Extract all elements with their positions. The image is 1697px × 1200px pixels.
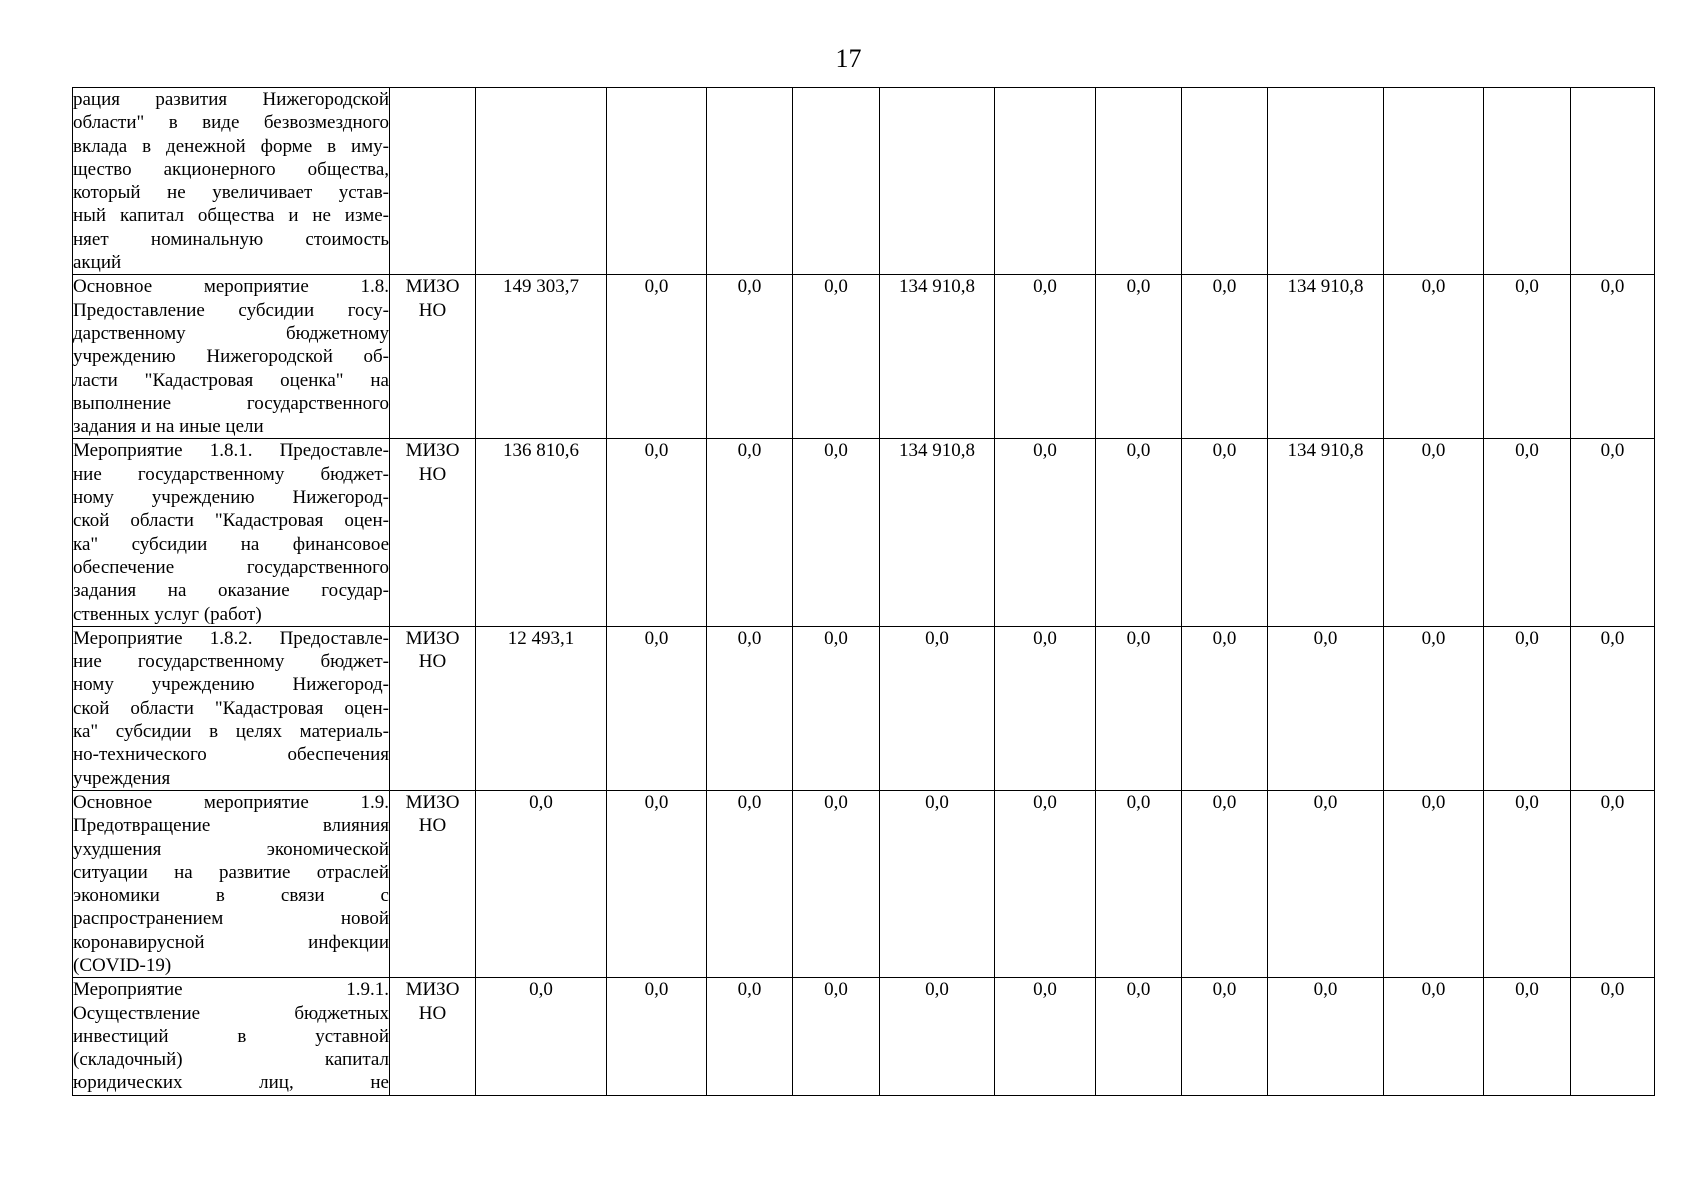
description-line: (складочный) капитал <box>73 1049 389 1071</box>
value-cell <box>995 88 1096 275</box>
value-cell: 0,0 <box>880 790 995 977</box>
description-line: Основное мероприятие 1.9. <box>73 791 389 813</box>
value-cell: 0,0 <box>1268 626 1384 790</box>
value-cell: 0,0 <box>476 978 607 1095</box>
activity-description-cell <box>73 978 390 1095</box>
description-line: задания и на иные цели <box>73 416 264 438</box>
description-line: (COVID-19) <box>73 954 172 976</box>
value-cell: 0,0 <box>1182 439 1268 626</box>
description-line: няет номинальную стоимость <box>73 228 389 250</box>
table-row <box>73 439 1655 626</box>
description-line: инвестиций в уставной <box>73 1025 389 1047</box>
executor-cell: МИЗО НО <box>390 790 476 977</box>
value-cell: 0,0 <box>880 978 995 1095</box>
description-line: обеспечение государственного <box>73 556 389 578</box>
value-cell: 0,0 <box>1484 626 1571 790</box>
value-cell: 0,0 <box>995 275 1096 439</box>
value-cell: 0,0 <box>793 978 880 1095</box>
description-line: Предотвращение влияния <box>73 815 389 837</box>
value-cell: 0,0 <box>607 275 707 439</box>
value-cell: 0,0 <box>1484 439 1571 626</box>
description-line: дарственному бюджетному <box>73 322 389 344</box>
description-line: Мероприятие 1.8.2. Предоставле- <box>73 627 389 649</box>
value-cell: 0,0 <box>1571 275 1655 439</box>
description-line: который не увеличивает устав- <box>73 182 389 204</box>
table-row <box>73 790 1655 977</box>
description-line: Предоставление субсидии госу- <box>73 299 389 321</box>
value-cell <box>1384 88 1484 275</box>
description-line: ской области "Кадастровая оцен- <box>73 510 389 532</box>
value-cell: 0,0 <box>1182 275 1268 439</box>
value-cell: 0,0 <box>1384 790 1484 977</box>
description-line: экономики в связи с <box>73 885 389 907</box>
value-cell: 0,0 <box>1484 978 1571 1095</box>
value-cell: 134 910,8 <box>880 275 995 439</box>
value-cell: 0,0 <box>707 790 793 977</box>
description-line: выполнение государственного <box>73 392 389 414</box>
value-cell: 0,0 <box>707 439 793 626</box>
value-cell: 0,0 <box>1484 790 1571 977</box>
description-line: ние государственному бюджет- <box>73 651 389 673</box>
value-cell: 0,0 <box>995 626 1096 790</box>
description-line: ный капитал общества и не изме- <box>73 205 389 227</box>
value-cell: 0,0 <box>1182 978 1268 1095</box>
description-line: ному учреждению Нижегород- <box>73 674 389 696</box>
activity-description-cell <box>73 88 390 275</box>
value-cell: 0,0 <box>1096 626 1182 790</box>
value-cell <box>1484 88 1571 275</box>
value-cell <box>607 88 707 275</box>
value-cell <box>476 88 607 275</box>
value-cell: 134 910,8 <box>1268 439 1384 626</box>
value-cell: 0,0 <box>1571 626 1655 790</box>
value-cell: 0,0 <box>1484 275 1571 439</box>
description-line: ласти "Кадастровая оценка" на <box>73 369 389 391</box>
description-line: ние государственному бюджет- <box>73 463 389 485</box>
value-cell: 0,0 <box>1096 439 1182 626</box>
value-cell: 0,0 <box>707 275 793 439</box>
value-cell: 149 303,7 <box>476 275 607 439</box>
executor-cell: МИЗО НО <box>390 439 476 626</box>
activity-description-cell <box>73 275 390 439</box>
value-cell: 136 810,6 <box>476 439 607 626</box>
value-cell <box>1268 88 1384 275</box>
description-line: но-технического обеспечения <box>73 744 389 766</box>
description-line: области" в виде безвозмездного <box>73 112 389 134</box>
description-line: Мероприятие 1.8.1. Предоставле- <box>73 440 389 462</box>
value-cell: 0,0 <box>607 439 707 626</box>
value-cell: 0,0 <box>1571 790 1655 977</box>
value-cell: 0,0 <box>1384 275 1484 439</box>
description-line: ственных услуг (работ) <box>73 603 262 625</box>
description-line: Осуществление бюджетных <box>73 1002 389 1024</box>
value-cell: 0,0 <box>793 790 880 977</box>
value-cell: 0,0 <box>1384 978 1484 1095</box>
activity-description-cell <box>73 790 390 977</box>
description-line: ситуации на развитие отраслей <box>73 861 389 883</box>
description-line: Основное мероприятие 1.8. <box>73 276 389 298</box>
description-line: ному учреждению Нижегород- <box>73 487 389 509</box>
value-cell: 0,0 <box>1096 275 1182 439</box>
description-line: вклада в денежной форме в иму- <box>73 135 389 157</box>
value-cell: 0,0 <box>995 978 1096 1095</box>
description-line: ка" субсидии в целях материаль- <box>73 721 389 743</box>
value-cell: 0,0 <box>1096 790 1182 977</box>
value-cell: 134 910,8 <box>1268 275 1384 439</box>
value-cell <box>1096 88 1182 275</box>
value-cell <box>1571 88 1655 275</box>
description-line: ка" субсидии на финансовое <box>73 533 389 555</box>
value-cell <box>1182 88 1268 275</box>
value-cell <box>793 88 880 275</box>
description-line: коронавирусной инфекции <box>73 931 389 953</box>
value-cell: 134 910,8 <box>880 439 995 626</box>
value-cell: 0,0 <box>607 790 707 977</box>
description-line: учреждения <box>73 767 171 789</box>
description-line: Мероприятие 1.9.1. <box>73 979 389 1001</box>
value-cell: 0,0 <box>1268 978 1384 1095</box>
value-cell: 0,0 <box>793 275 880 439</box>
table-row <box>73 88 1655 275</box>
executor-cell: МИЗО НО <box>390 275 476 439</box>
value-cell: 12 493,1 <box>476 626 607 790</box>
description-line: ской области "Кадастровая оцен- <box>73 697 389 719</box>
activity-description-cell <box>73 439 390 626</box>
value-cell: 0,0 <box>1384 626 1484 790</box>
value-cell: 0,0 <box>1384 439 1484 626</box>
value-cell: 0,0 <box>607 978 707 1095</box>
value-cell <box>707 88 793 275</box>
value-cell: 0,0 <box>1182 626 1268 790</box>
value-cell: 0,0 <box>607 626 707 790</box>
value-cell: 0,0 <box>793 626 880 790</box>
table-row <box>73 275 1655 439</box>
activity-description-cell <box>73 626 390 790</box>
description-line: задания на оказание государ- <box>73 580 389 602</box>
table-body <box>73 88 1655 1096</box>
value-cell: 0,0 <box>1571 439 1655 626</box>
description-line: акций <box>73 252 122 274</box>
description-line: ухудшения экономической <box>73 838 389 860</box>
executor-cell: МИЗО НО <box>390 978 476 1095</box>
value-cell: 0,0 <box>476 790 607 977</box>
page-number: 17 <box>835 44 862 73</box>
value-cell: 0,0 <box>1571 978 1655 1095</box>
budget-table <box>72 87 1655 1096</box>
description-line: юридических лиц, не <box>73 1072 389 1094</box>
value-cell: 0,0 <box>1096 978 1182 1095</box>
value-cell: 0,0 <box>1268 790 1384 977</box>
value-cell: 0,0 <box>880 626 995 790</box>
description-line: распространением новой <box>73 908 389 930</box>
description-line: рация развития Нижегородской <box>73 89 389 110</box>
executor-cell <box>390 88 476 275</box>
value-cell: 0,0 <box>995 790 1096 977</box>
value-cell: 0,0 <box>1182 790 1268 977</box>
description-line: учреждению Нижегородской об- <box>73 346 389 368</box>
executor-cell: МИЗО НО <box>390 626 476 790</box>
table-row <box>73 978 1655 1095</box>
value-cell: 0,0 <box>707 978 793 1095</box>
value-cell: 0,0 <box>707 626 793 790</box>
description-line: щество акционерного общества, <box>73 158 389 180</box>
value-cell: 0,0 <box>995 439 1096 626</box>
value-cell: 0,0 <box>793 439 880 626</box>
value-cell <box>880 88 995 275</box>
table-row <box>73 626 1655 790</box>
